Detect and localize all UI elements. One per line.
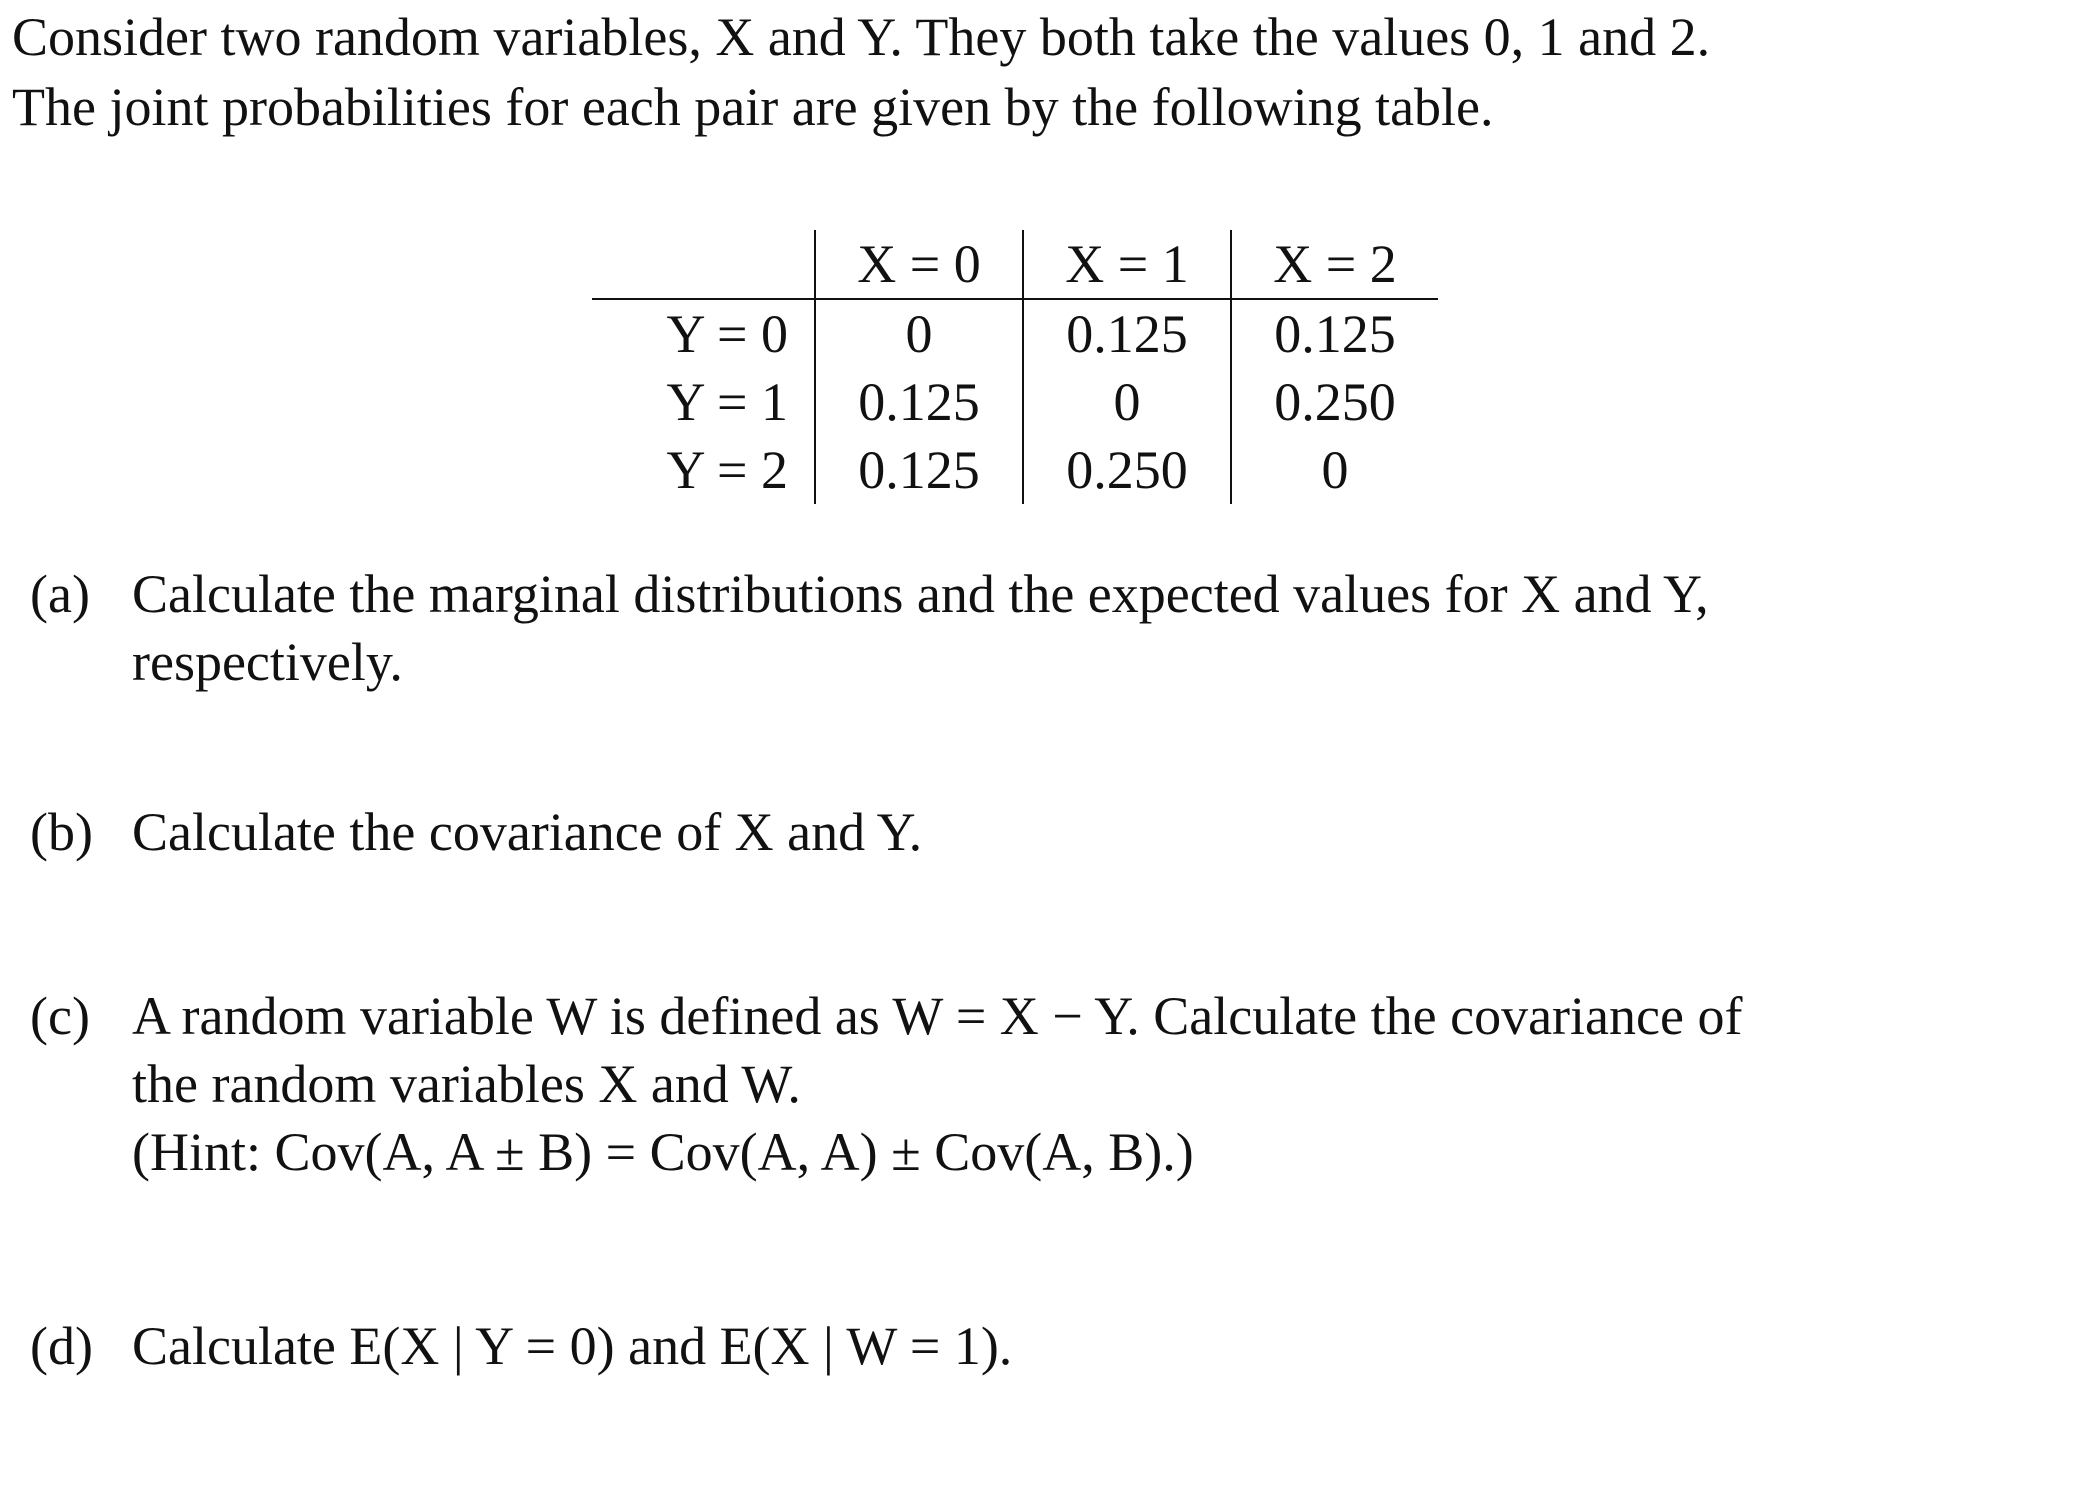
question-c-line-2: the random variables X and W. (132, 1054, 801, 1114)
question-c-hint: (Hint: Cov(A, A ± B) = Cov(A, A) ± Cov(A, B).) (132, 1122, 1194, 1182)
table-cell: 0.125 (1274, 304, 1396, 364)
question-d-label: (d) (30, 1316, 93, 1376)
question-a-line-2: respectively. (132, 632, 403, 692)
table-cell: 0.125 (1023, 299, 1231, 368)
intro-line-2: The joint probabilities for each pair are given by the following table. (12, 77, 1494, 137)
question-d-line-1: Calculate E(X | Y = 0) and E(X | W = 1). (132, 1316, 1013, 1376)
row-label-y1: Y = 1 (592, 368, 815, 436)
question-b (30, 798, 2050, 866)
question-d (30, 1312, 2050, 1380)
question-a-line-1: Calculate the marginal distributions and the expected values for X and Y, (132, 564, 1709, 624)
col-header-x1: X = 1 (1023, 230, 1231, 299)
intro-line-1: Consider two random variables, X and Y. They both take the values 0, 1 and 2. (12, 7, 1711, 67)
question-c (30, 982, 2050, 1186)
question-c-line-1: A random variable W is defined as W = X − Y. Calculate the covariance of (132, 986, 1743, 1046)
table-cell: 0.125 (815, 436, 1023, 504)
row-label-y2: Y = 2 (592, 436, 815, 504)
question-b-label: (b) (30, 802, 93, 862)
intro-paragraph (12, 2, 2052, 142)
question-a (30, 560, 2050, 696)
table-header-row (592, 230, 1438, 299)
table-cell: 0 (1023, 368, 1231, 436)
row-label-y0: Y = 0 (592, 299, 815, 368)
table-cell: 0 (815, 299, 1023, 368)
question-c-label: (c) (30, 986, 90, 1046)
table-cell: 0.250 (1274, 372, 1396, 432)
joint-probability-table (592, 230, 1438, 504)
question-b-line-1: Calculate the covariance of X and Y. (132, 802, 923, 862)
question-a-label: (a) (30, 564, 90, 624)
table-row (592, 299, 1438, 368)
table-cell: 0.125 (815, 368, 1023, 436)
col-header-x0: X = 0 (815, 230, 1023, 299)
table-row (592, 368, 1438, 436)
table-corner-cell (592, 230, 815, 299)
table-cell: 0.250 (1023, 436, 1231, 504)
table-cell: 0 (1321, 440, 1349, 500)
table-row (592, 436, 1438, 504)
col-header-x2: X = 2 (1231, 230, 1438, 299)
